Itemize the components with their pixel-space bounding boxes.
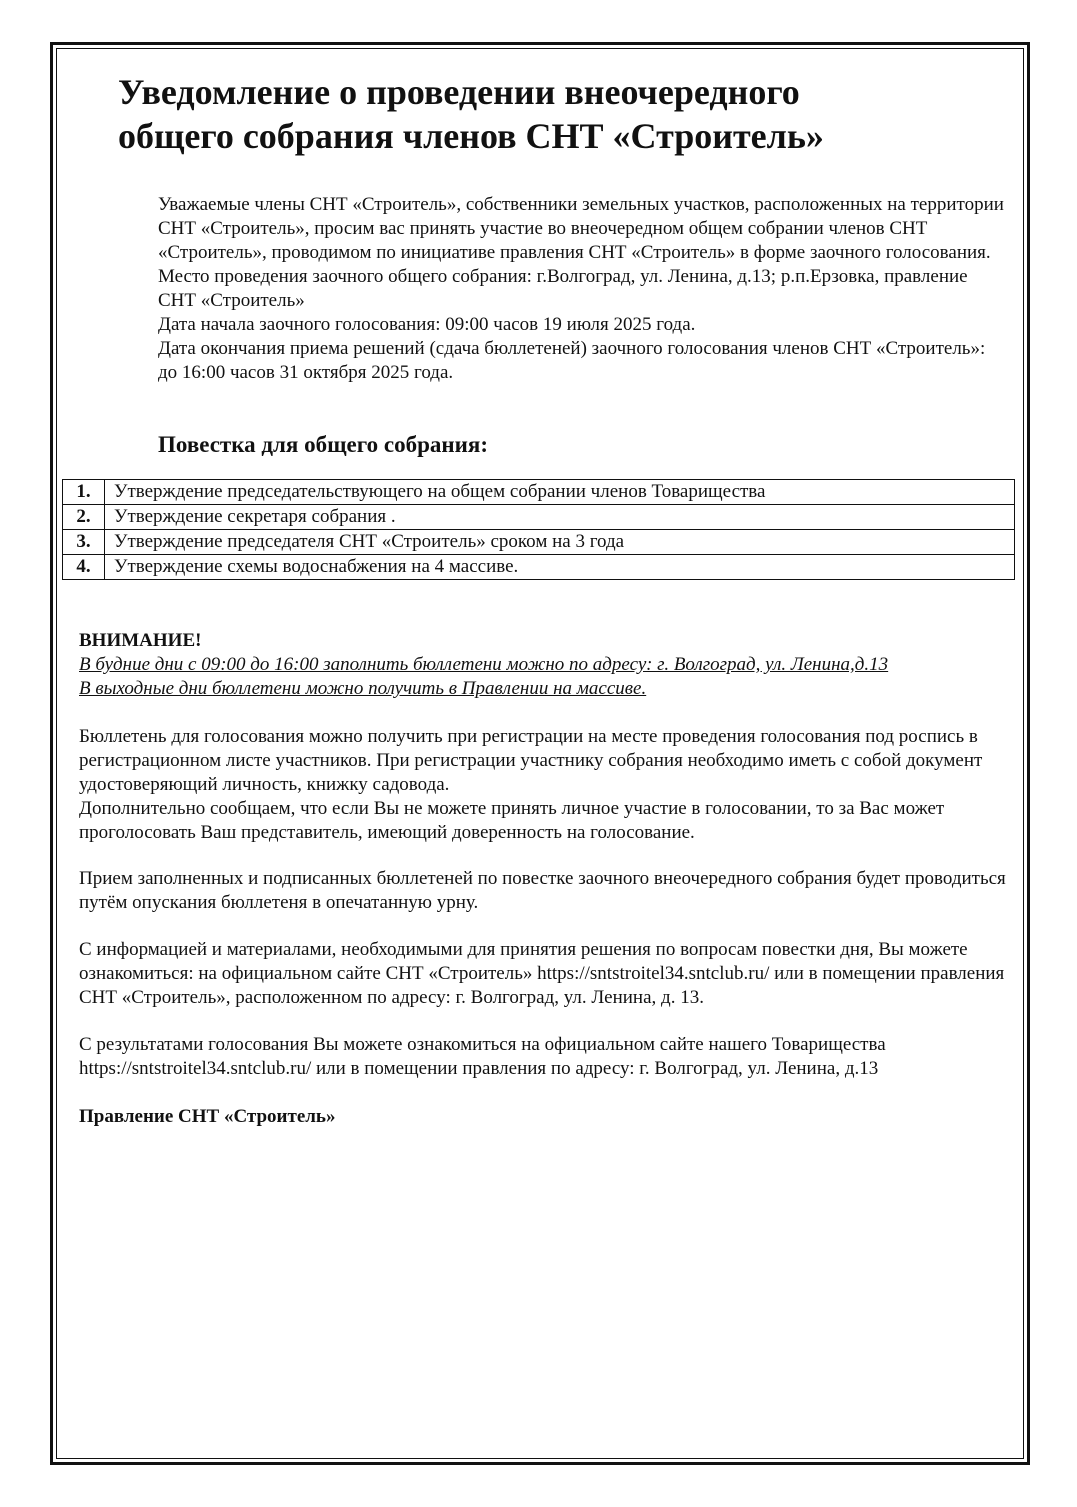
agenda-item-number: 4. — [63, 555, 105, 580]
agenda-row — [63, 505, 1015, 530]
agenda-item-number: 1. — [63, 480, 105, 505]
materials-section — [79, 938, 1009, 1010]
agenda-item-text: Утверждение секретаря собрания . — [105, 505, 1015, 530]
signature: Правление СНТ «Строитель» — [79, 1106, 336, 1127]
materials-paragraph: С информацией и материалами, необходимыми для принятия решения по вопросам повестки дня, Вы можете ознакомиться: на официальном сайте СНТ «Строитель» https://sntstroitel34.sntclub.ru/ или в помещении правления СНТ «Строитель», расположенном по адресу: г. Волгоград, ул. Ленина, д. 13. — [79, 939, 1005, 1008]
ballots-section — [79, 867, 1009, 915]
attention-weekdays: В будние дни с 09:00 до 16:00 заполнить бюллетени можно по адресу: г. Волгоград, ул. Ленина,д.13 — [79, 654, 889, 675]
intro-section — [158, 193, 1008, 385]
attention-weekends: В выходные дни бюллетени можно получить в Правлении на массиве. — [79, 678, 647, 699]
registration-section — [79, 725, 1009, 845]
intro-greeting: Уважаемые члены СНТ «Строитель», собственники земельных участков, расположенных на территории СНТ «Строитель», просим вас принять участие во внеочередном общем собрании членов СНТ «Строитель», проводимом по инициативе правления СНТ «Строитель» в форме заочного голосования. — [158, 194, 1004, 263]
attention-section — [79, 629, 1009, 701]
agenda-row — [63, 480, 1015, 505]
voting-start-date: Дата начала заочного голосования: 09:00 часов 19 июля 2025 года. — [158, 314, 696, 335]
ballots-paragraph: Прием заполненных и подписанных бюллетеней по повестке заочного внеочередного собрания будет проводиться путём опускания бюллетеня в опечатанную урну. — [79, 868, 1006, 913]
agenda-table — [62, 479, 1015, 580]
agenda-item-text: Утверждение председательствующего на общем собрании членов Товарищества — [105, 480, 1015, 505]
agenda-title: Повестка для общего собрания: — [158, 432, 488, 457]
agenda-item-number: 3. — [63, 530, 105, 555]
meeting-place: Место проведения заочного общего собрания: г.Волгоград, ул. Ленина, д.13; р.п.Ерзовка, правление СНТ «Строитель» — [158, 266, 968, 311]
agenda-row — [63, 530, 1015, 555]
voting-end-date: Дата окончания приема решений (сдача бюллетеней) заочного голосования членов СНТ «Строитель»: до 16:00 часов 31 октября 2025 года. — [158, 338, 986, 383]
proxy-paragraph: Дополнительно сообщаем, что если Вы не можете принять личное участие в голосовании, то за Вас может проголосовать Ваш представитель, имеющий доверенность на голосование. — [79, 798, 945, 843]
agenda-item-number: 2. — [63, 505, 105, 530]
agenda-item-text: Утверждение председателя СНТ «Строитель» сроком на 3 года — [105, 530, 1015, 555]
title-line-1: Уведомление о проведении внеочередного — [118, 72, 800, 112]
registration-paragraph: Бюллетень для голосования можно получить при регистрации на месте проведения голосования под роспись в регистрационном листе участников. При регистрации участнику собрания необходимо иметь с собой документ удостоверяющий личность, книжку садовода. — [79, 726, 983, 795]
results-section — [79, 1033, 1009, 1081]
agenda-row — [63, 555, 1015, 580]
title-line-2: общего собрания членов СНТ «Строитель» — [118, 116, 824, 156]
agenda-item-text: Утверждение схемы водоснабжения на 4 массиве. — [105, 555, 1015, 580]
document-title — [118, 70, 978, 158]
attention-heading: ВНИМАНИЕ! — [79, 630, 202, 651]
results-paragraph: С результатами голосования Вы можете ознакомиться на официальном сайте нашего Товарищества https://sntstroitel34.sntclub.ru/ или в помещении правления по адресу: г. Волгоград, ул. Ленина, д.13 — [79, 1034, 886, 1079]
